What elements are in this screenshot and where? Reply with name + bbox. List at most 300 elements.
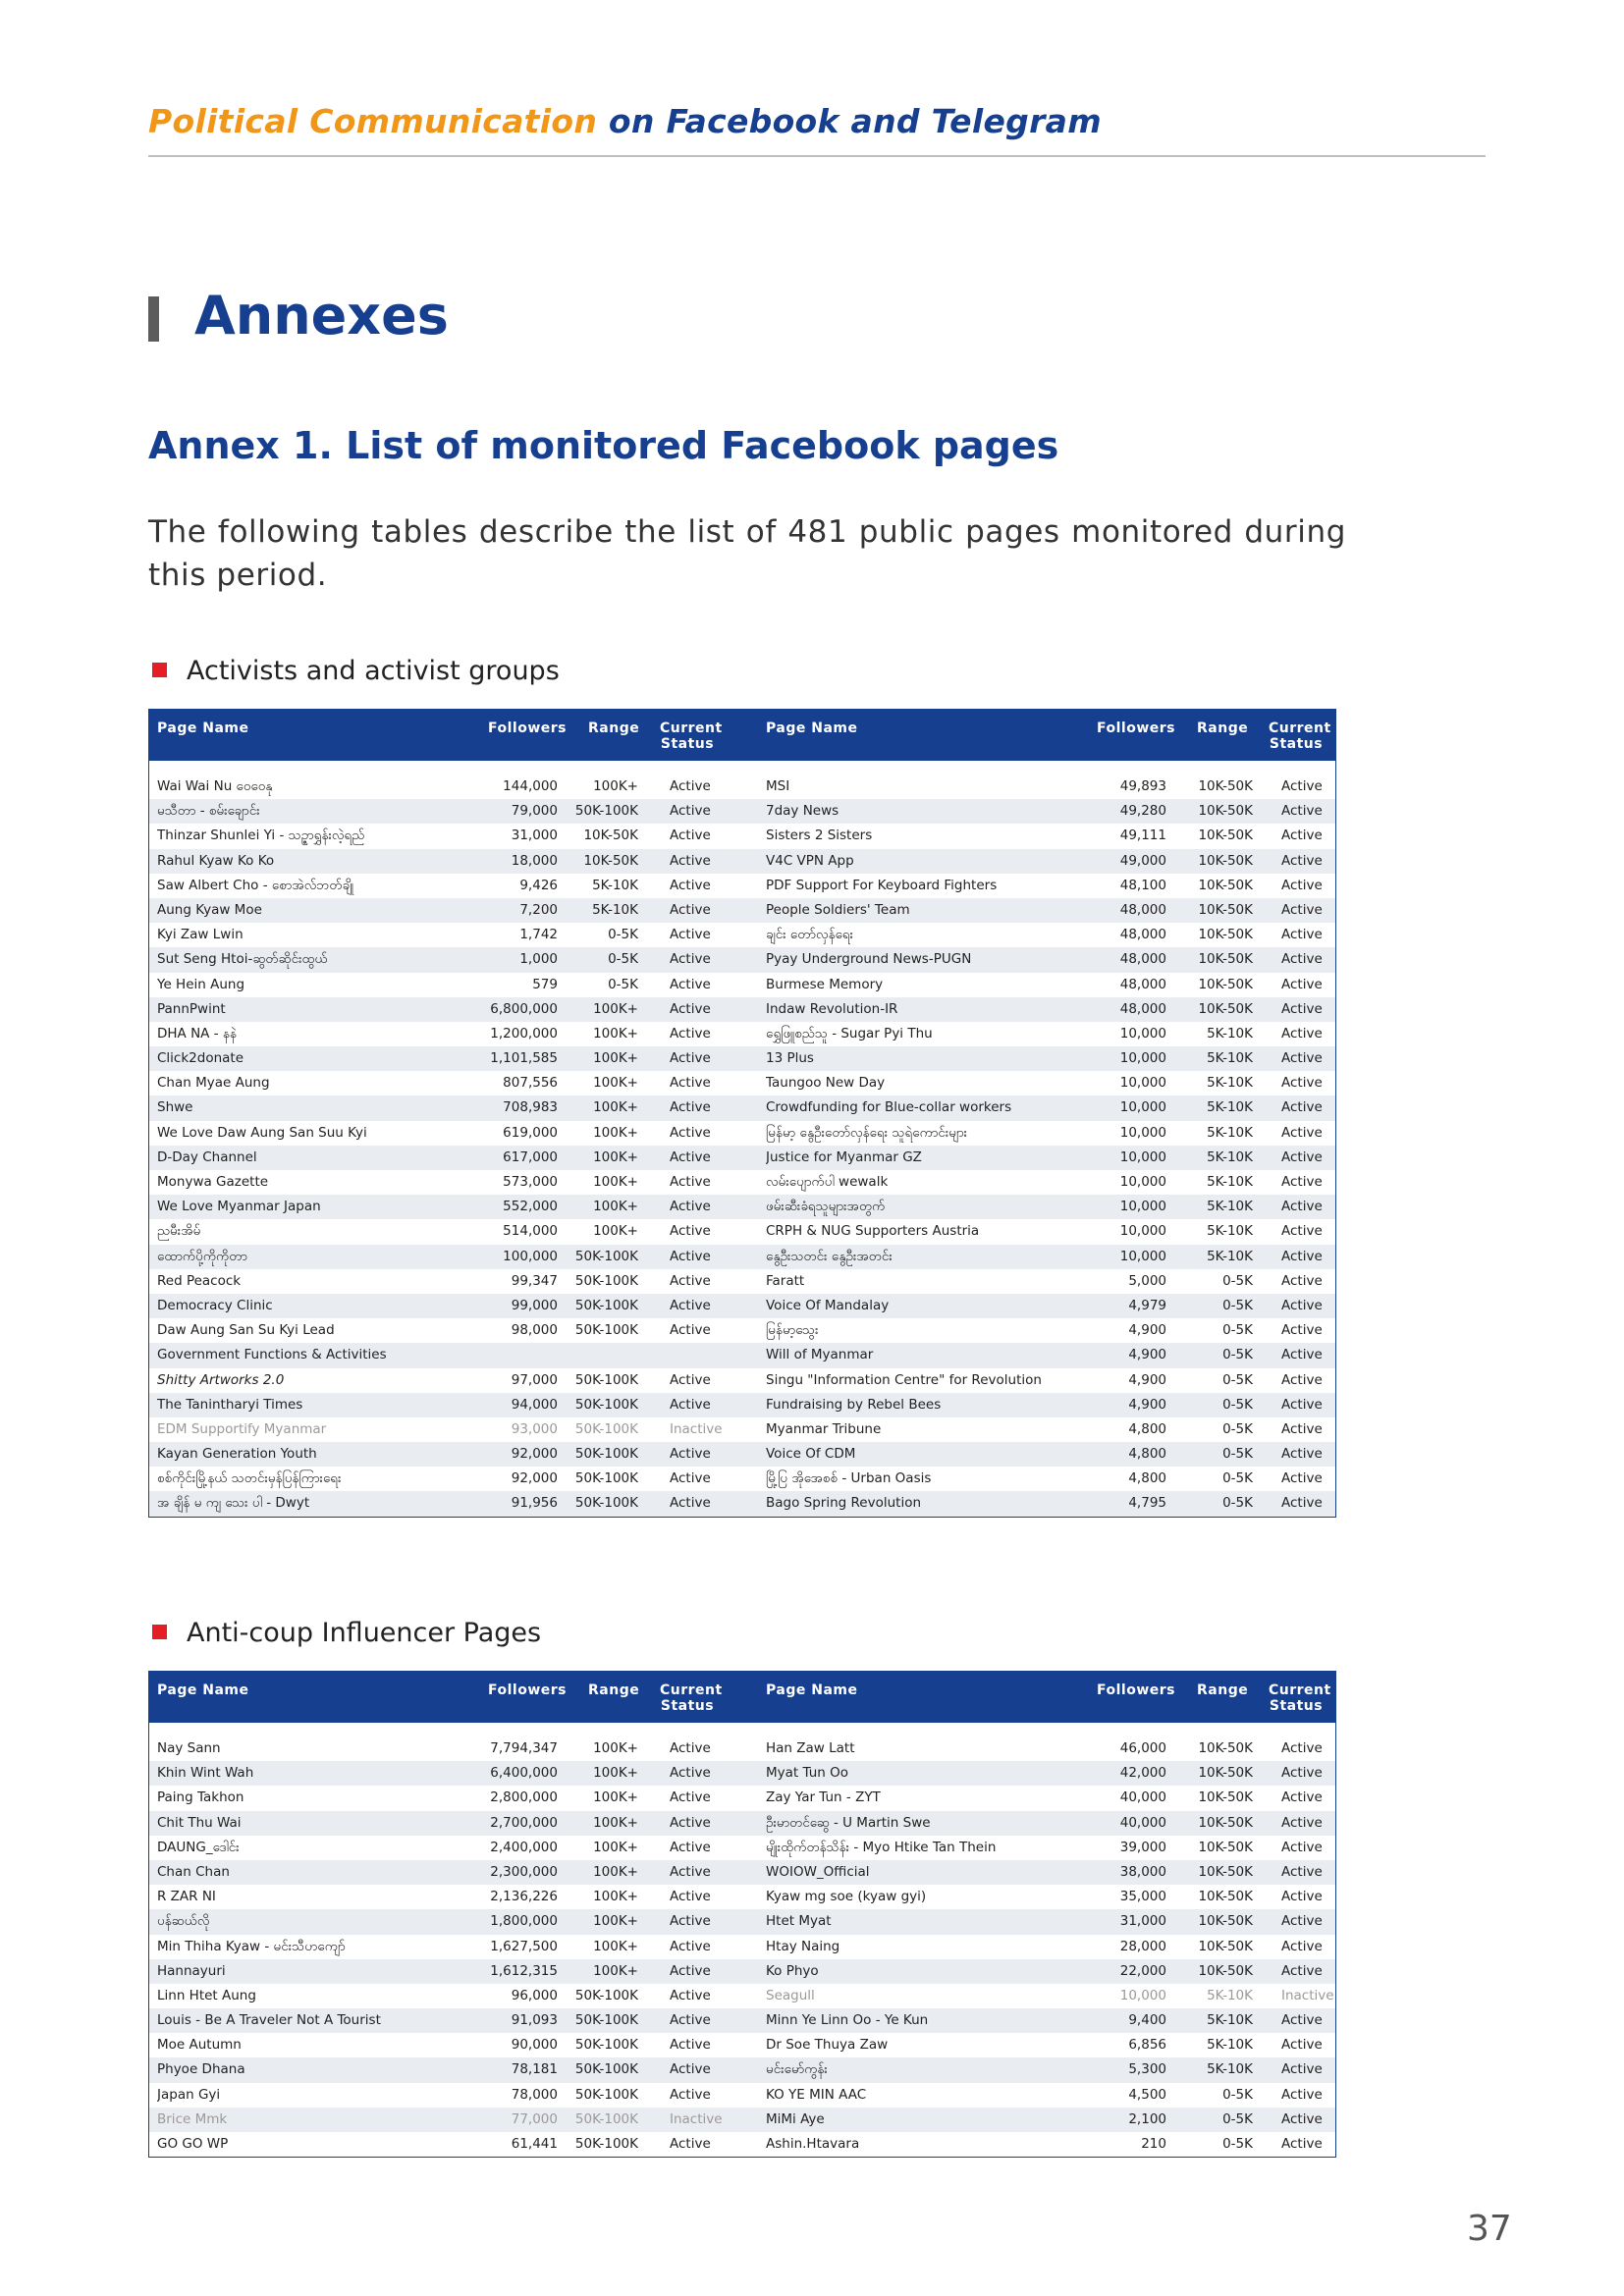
table-row <box>149 1046 1335 1071</box>
followers-cell: 807,556 <box>503 1075 558 1092</box>
range-cell: 100K+ <box>593 1962 638 1979</box>
status-cell: Active <box>1281 2110 1323 2127</box>
range-cell: 100K+ <box>593 1124 638 1141</box>
table-body <box>149 761 1335 1517</box>
followers-cell: 6,856 <box>1128 2037 1166 2054</box>
followers-cell: 2,700,000 <box>490 1814 558 1831</box>
page-name-cell: Kyi Zaw Lwin <box>157 927 244 943</box>
range-cell: 100K+ <box>593 1789 638 1806</box>
followers-cell: 2,800,000 <box>490 1789 558 1806</box>
range-cell: 50K-100K <box>574 2086 638 2103</box>
status-cell: Active <box>670 1446 711 1463</box>
status-cell: Active <box>1281 1789 1323 1806</box>
range-cell: 0-5K <box>1222 1347 1253 1363</box>
table-row <box>149 1343 1335 1367</box>
range-cell: 10K-50K <box>1198 1863 1253 1880</box>
table-row <box>149 1811 1335 1836</box>
page-name-cell: Shitty Artworks 2.0 <box>157 1371 285 1388</box>
followers-cell: 48,000 <box>1119 927 1166 943</box>
range-cell: 10K-50K <box>1198 1839 1253 1855</box>
table-row <box>149 1318 1335 1343</box>
followers-cell: 4,979 <box>1128 1297 1166 1313</box>
table-row <box>149 1095 1335 1120</box>
header-range: Range <box>588 721 640 736</box>
followers-cell: 48,000 <box>1119 951 1166 968</box>
range-cell: 5K-10K <box>1207 1099 1253 1116</box>
followers-cell: 1,627,500 <box>490 1938 558 1954</box>
followers-cell: 98,000 <box>511 1322 558 1339</box>
status-cell: Active <box>1281 1223 1323 1240</box>
page-name-cell: ဖမ်းဆီးခံရသူများအတွက် <box>766 1199 886 1215</box>
followers-cell: 2,100 <box>1128 2110 1166 2127</box>
range-cell: 50K-100K <box>574 1322 638 1339</box>
influencer-table <box>148 1671 1336 2158</box>
range-cell: 10K-50K <box>1198 1765 1253 1782</box>
table-row <box>149 1071 1335 1095</box>
range-cell: 100K+ <box>593 1025 638 1041</box>
page-name-cell: လမ်းပျောက်ပါ wewalk <box>766 1174 889 1190</box>
page-name-cell: PDF Support For Keyboard Fighters <box>766 877 998 893</box>
status-cell: Active <box>1281 976 1323 992</box>
table-row <box>149 774 1335 799</box>
page-name-cell: Rahul Kyaw Ko Ko <box>157 852 275 869</box>
table-row <box>149 898 1335 923</box>
status-cell: Active <box>670 1962 711 1979</box>
table-header-row <box>149 1672 1335 1723</box>
status-cell: Active <box>670 1223 711 1240</box>
table-row <box>149 2132 1335 2157</box>
followers-cell: 4,800 <box>1128 1420 1166 1437</box>
page-number: 37 <box>1467 2209 1512 2249</box>
status-cell: Active <box>670 2037 711 2054</box>
page-name-cell: Minn Ye Linn Oo - Ye Kun <box>766 2012 929 2029</box>
followers-cell: 9,426 <box>519 877 558 893</box>
table-row <box>149 1736 1335 1761</box>
table-row <box>149 1022 1335 1046</box>
bullet-square-icon <box>152 663 167 677</box>
followers-cell: 1,101,585 <box>490 1050 558 1067</box>
page-name-cell: D-Day Channel <box>157 1148 257 1165</box>
range-cell: 0-5K <box>608 951 638 968</box>
followers-cell: 61,441 <box>511 2136 558 2152</box>
table-row <box>149 1245 1335 1269</box>
page-name-cell: 13 Plus <box>766 1050 814 1067</box>
page-name-cell: EDM Supportify Myanmar <box>157 1420 327 1437</box>
header-status-line2: Status <box>1269 1698 1324 1714</box>
page-name-cell: PannPwint <box>157 1000 226 1017</box>
page-name-cell: Saw Albert Cho - စောအဲလ်ဘတ်ချို <box>157 877 354 893</box>
range-cell: 100K+ <box>593 1913 638 1930</box>
table-row <box>149 1146 1335 1170</box>
status-cell: Active <box>670 1396 711 1413</box>
header-status-line1: Current <box>1269 721 1331 736</box>
table-row <box>149 2057 1335 2082</box>
followers-cell: 78,181 <box>511 2061 558 2078</box>
range-cell: 100K+ <box>593 1938 638 1954</box>
table-heading-activists <box>152 656 560 686</box>
status-cell: Active <box>1281 877 1323 893</box>
followers-cell: 100,000 <box>503 1248 558 1264</box>
followers-cell: 7,794,347 <box>490 1740 558 1756</box>
status-cell: Active <box>670 976 711 992</box>
page-name-cell: Ashin.Htavara <box>766 2136 860 2152</box>
followers-cell: 18,000 <box>511 852 558 869</box>
status-cell: Active <box>1281 1889 1323 1905</box>
followers-cell: 92,000 <box>511 1446 558 1463</box>
range-cell: 5K-10K <box>1207 1248 1253 1264</box>
status-cell: Active <box>670 2061 711 2078</box>
status-cell: Active <box>1281 1248 1323 1264</box>
bullet-square-icon <box>152 1625 167 1639</box>
status-cell: Active <box>1281 778 1323 794</box>
page-name-cell: Chan Myae Aung <box>157 1075 270 1092</box>
table-row <box>149 2083 1335 2108</box>
status-cell: Active <box>670 951 711 968</box>
range-cell: 0-5K <box>1222 1322 1253 1339</box>
page-name-cell: Voice Of CDM <box>766 1446 856 1463</box>
followers-cell: 10,000 <box>1119 1148 1166 1165</box>
header-followers: Followers <box>1097 721 1175 736</box>
status-cell: Active <box>1281 1495 1323 1512</box>
range-cell: 0-5K <box>608 927 638 943</box>
range-cell: 10K-50K <box>1198 1814 1253 1831</box>
followers-cell: 93,000 <box>511 1420 558 1437</box>
range-cell: 50K-100K <box>574 1987 638 2003</box>
page-name-cell: Thinzar Shunlei Yi - သဉ္ဇာရွှန်းလဲ့ရည် <box>157 828 365 844</box>
status-cell: Active <box>1281 901 1323 918</box>
page-name-cell: DHA NA - နနဲ <box>157 1025 237 1041</box>
followers-cell: 96,000 <box>511 1987 558 2003</box>
page-name-cell: We Love Myanmar Japan <box>157 1199 321 1215</box>
page-name-cell: မျိုးထိုက်တန်သိန်း - Myo Htike Tan Thein <box>766 1839 997 1855</box>
status-cell: Active <box>1281 2061 1323 2078</box>
page-name-cell: Wai Wai Nu ဝေဝေနု <box>157 778 273 794</box>
status-cell: Active <box>1281 1913 1323 1930</box>
followers-cell: 35,000 <box>1119 1889 1166 1905</box>
status-cell: Active <box>670 1148 711 1165</box>
table-row <box>149 874 1335 898</box>
status-cell: Active <box>670 877 711 893</box>
page-name-cell: Seagull <box>766 1987 815 2003</box>
followers-cell: 10,000 <box>1119 1025 1166 1041</box>
status-cell: Active <box>670 1863 711 1880</box>
range-cell: 50K-100K <box>574 2136 638 2152</box>
table-row <box>149 1860 1335 1885</box>
status-cell: Active <box>1281 2086 1323 2103</box>
followers-cell: 2,400,000 <box>490 1839 558 1855</box>
range-cell: 10K-50K <box>1198 1889 1253 1905</box>
status-cell: Active <box>670 852 711 869</box>
range-cell: 10K-50K <box>1198 901 1253 918</box>
status-cell: Active <box>670 1889 711 1905</box>
followers-cell: 79,000 <box>511 803 558 820</box>
page-name-cell: Phyoe Dhana <box>157 2061 245 2078</box>
status-cell: Active <box>1281 1740 1323 1756</box>
range-cell: 50K-100K <box>574 1272 638 1289</box>
range-cell: 100K+ <box>593 1740 638 1756</box>
followers-cell: 4,800 <box>1128 1446 1166 1463</box>
page-name-cell: Crowdfunding for Blue-collar workers <box>766 1099 1012 1116</box>
range-cell: 0-5K <box>1222 1495 1253 1512</box>
status-cell: Active <box>1281 1050 1323 1067</box>
range-cell: 10K-50K <box>1198 976 1253 992</box>
followers-cell: 579 <box>532 976 558 992</box>
range-cell: 50K-100K <box>574 1420 638 1437</box>
status-cell: Active <box>1281 828 1323 844</box>
header-page-name: Page Name <box>157 721 249 736</box>
range-cell: 50K-100K <box>574 1470 638 1487</box>
page-name-cell: Click2donate <box>157 1050 244 1067</box>
status-cell: Active <box>670 1913 711 1930</box>
range-cell: 0-5K <box>1222 1396 1253 1413</box>
status-cell: Active <box>670 828 711 844</box>
range-cell: 0-5K <box>1222 1470 1253 1487</box>
status-cell: Active <box>1281 1839 1323 1855</box>
range-cell: 0-5K <box>1222 1446 1253 1463</box>
followers-cell: 48,100 <box>1119 877 1166 893</box>
page-name-cell: KO YE MIN AAC <box>766 2086 867 2103</box>
header-range: Range <box>588 1682 640 1698</box>
table-row <box>149 1909 1335 1934</box>
page-name-cell: Daw Aung San Su Kyi Lead <box>157 1322 335 1339</box>
followers-cell: 10,000 <box>1119 1223 1166 1240</box>
status-cell: Active <box>1281 1025 1323 1041</box>
table-row <box>149 2033 1335 2057</box>
followers-cell: 10,000 <box>1119 1987 1166 2003</box>
page-name-cell: Pyay Underground News-PUGN <box>766 951 972 968</box>
followers-cell: 10,000 <box>1119 1050 1166 1067</box>
status-cell: Active <box>1281 2037 1323 2054</box>
table-row <box>149 923 1335 947</box>
followers-cell: 97,000 <box>511 1371 558 1388</box>
followers-cell: 46,000 <box>1119 1740 1166 1756</box>
status-cell: Active <box>670 901 711 918</box>
followers-cell: 617,000 <box>503 1148 558 1165</box>
section-title: Annexes <box>194 285 449 347</box>
status-cell: Active <box>1281 1814 1323 1831</box>
range-cell: 5K-10K <box>592 877 638 893</box>
page-name-cell: Red Peacock <box>157 1272 242 1289</box>
status-cell: Active <box>1281 1371 1323 1388</box>
status-cell: Active <box>670 1938 711 1954</box>
header-current-status <box>660 721 723 752</box>
page-name-cell: Monywa Gazette <box>157 1174 269 1190</box>
range-cell: 100K+ <box>593 1839 638 1855</box>
range-cell: 5K-10K <box>1207 1223 1253 1240</box>
followers-cell: 2,300,000 <box>490 1863 558 1880</box>
followers-cell: 7,200 <box>519 901 558 918</box>
page-name-cell: Burmese Memory <box>766 976 884 992</box>
status-cell: Active <box>1281 1765 1323 1782</box>
page-name-cell: နွေဦးသတင်း နွေဦးအတင်း <box>766 1248 893 1264</box>
range-cell: 0-5K <box>1222 1420 1253 1437</box>
page-name-cell: ထောက်ပို့ကိုကိုတာ <box>157 1248 247 1264</box>
status-cell: Active <box>1281 1396 1323 1413</box>
page-name-cell: Chit Thu Wai <box>157 1814 242 1831</box>
range-cell: 100K+ <box>593 1889 638 1905</box>
status-cell: Active <box>670 927 711 943</box>
followers-cell: 10,000 <box>1119 1075 1166 1092</box>
followers-cell: 38,000 <box>1119 1863 1166 1880</box>
range-cell: 100K+ <box>593 1814 638 1831</box>
status-cell: Active <box>1281 1322 1323 1339</box>
page-name-cell: Paing Takhon <box>157 1789 244 1806</box>
range-cell: 5K-10K <box>592 901 638 918</box>
table-row <box>149 1786 1335 1810</box>
range-cell: 50K-100K <box>574 2110 638 2127</box>
page-name-cell: We Love Daw Aung San Suu Kyi <box>157 1124 367 1141</box>
page-name-cell: Sisters 2 Sisters <box>766 828 873 844</box>
table-heading-text: Anti-coup Influencer Pages <box>187 1618 542 1648</box>
followers-cell: 619,000 <box>503 1124 558 1141</box>
status-cell: Active <box>1281 1075 1323 1092</box>
page-name-cell: Hannayuri <box>157 1962 226 1979</box>
followers-cell: 4,900 <box>1128 1347 1166 1363</box>
range-cell: 5K-10K <box>1207 1050 1253 1067</box>
page-name-cell: Justice for Myanmar GZ <box>766 1148 922 1165</box>
range-cell: 50K-100K <box>574 1371 638 1388</box>
status-cell: Active <box>1281 1962 1323 1979</box>
page-name-cell: Brice Mmk <box>157 2110 228 2127</box>
range-cell: 5K-10K <box>1207 1174 1253 1190</box>
section-marker <box>148 296 159 342</box>
followers-cell: 40,000 <box>1119 1789 1166 1806</box>
status-cell: Active <box>670 2086 711 2103</box>
range-cell: 10K-50K <box>1198 1913 1253 1930</box>
followers-cell: 42,000 <box>1119 1765 1166 1782</box>
status-cell: Active <box>1281 951 1323 968</box>
followers-cell: 4,795 <box>1128 1495 1166 1512</box>
status-cell: Active <box>1281 1347 1323 1363</box>
range-cell: 50K-100K <box>574 2012 638 2029</box>
status-cell: Active <box>670 1099 711 1116</box>
table-row <box>149 1761 1335 1786</box>
page-name-cell: မသီတာ - စမ်းချောင်း <box>157 803 260 820</box>
range-cell: 50K-100K <box>574 1297 638 1313</box>
table-row <box>149 2008 1335 2033</box>
page-name-cell: Zay Yar Tun - ZYT <box>766 1789 881 1806</box>
range-cell: 5K-10K <box>1207 1987 1253 2003</box>
followers-cell: 91,093 <box>511 2012 558 2029</box>
followers-cell: 49,000 <box>1119 852 1166 869</box>
followers-cell: 5,000 <box>1128 1272 1166 1289</box>
range-cell: 5K-10K <box>1207 1025 1253 1041</box>
followers-cell: 22,000 <box>1119 1962 1166 1979</box>
page-name-cell: Htet Myat <box>766 1913 832 1930</box>
followers-cell: 92,000 <box>511 1470 558 1487</box>
followers-cell: 1,000 <box>519 951 558 968</box>
table-row <box>149 1959 1335 1984</box>
running-header <box>148 102 1102 140</box>
table-row <box>149 1467 1335 1491</box>
range-cell: 10K-50K <box>1198 1962 1253 1979</box>
table-row <box>149 1935 1335 1959</box>
page-name-cell: မင်းမော်ကွန်း <box>766 2061 828 2078</box>
followers-cell: 1,612,315 <box>490 1962 558 1979</box>
range-cell: 50K-100K <box>574 1495 638 1512</box>
table-body <box>149 1723 1335 2157</box>
followers-cell: 94,000 <box>511 1396 558 1413</box>
status-cell: Active <box>670 1199 711 1215</box>
page-name-cell: Linn Htet Aung <box>157 1987 256 2003</box>
status-cell: Active <box>1281 1470 1323 1487</box>
range-cell: 0-5K <box>1222 2136 1253 2152</box>
range-cell: 100K+ <box>593 1199 638 1215</box>
table-row <box>149 947 1335 972</box>
followers-cell: 48,000 <box>1119 1000 1166 1017</box>
followers-cell: 10,000 <box>1119 1124 1166 1141</box>
range-cell: 10K-50K <box>583 852 638 869</box>
followers-cell: 2,136,226 <box>490 1889 558 1905</box>
page-name-cell: Moe Autumn <box>157 2037 242 2054</box>
status-cell: Active <box>670 1124 711 1141</box>
header-status-line2: Status <box>660 736 715 752</box>
range-cell: 10K-50K <box>1198 951 1253 968</box>
followers-cell: 552,000 <box>503 1199 558 1215</box>
header-divider <box>148 155 1486 157</box>
range-cell: 10K-50K <box>1198 1938 1253 1954</box>
table-header-row <box>149 710 1335 761</box>
table-row <box>149 1984 1335 2008</box>
page-name-cell: မြန်မာ့သွေး <box>766 1322 819 1339</box>
range-cell: 50K-100K <box>574 1446 638 1463</box>
followers-cell: 91,956 <box>511 1495 558 1512</box>
status-cell: Active <box>1281 1124 1323 1141</box>
page-name-cell: Sut Seng Htoi-ဆွတ်ဆိုင်းထွယ် <box>157 951 328 968</box>
range-cell: 50K-100K <box>574 803 638 820</box>
followers-cell: 4,900 <box>1128 1322 1166 1339</box>
table-heading-influencers <box>152 1618 541 1648</box>
page-name-cell: Government Functions & Activities <box>157 1347 387 1363</box>
page-name-cell: မြန်မာ့ နွေဦးတော်လှန်ရေး သူရဲကောင်းများ <box>766 1124 968 1141</box>
status-cell: Active <box>670 1789 711 1806</box>
range-cell: 10K-50K <box>1198 877 1253 893</box>
table-row <box>149 973 1335 997</box>
status-cell: Active <box>1281 1420 1323 1437</box>
followers-cell: 4,900 <box>1128 1396 1166 1413</box>
range-cell: 100K+ <box>593 1075 638 1092</box>
table-row <box>149 1442 1335 1467</box>
range-cell: 100K+ <box>593 1148 638 1165</box>
status-cell: Active <box>1281 803 1323 820</box>
status-cell: Active <box>670 1248 711 1264</box>
header-range: Range <box>1197 721 1249 736</box>
page-name-cell: GO GO WP <box>157 2136 229 2152</box>
table-row <box>149 1170 1335 1195</box>
header-highlight: Political Communication <box>148 102 598 140</box>
page-name-cell: 7day News <box>766 803 839 820</box>
page-name-cell: Will of Myanmar <box>766 1347 874 1363</box>
header-followers: Followers <box>488 1682 567 1698</box>
followers-cell: 31,000 <box>1119 1913 1166 1930</box>
activists-table <box>148 709 1336 1518</box>
header-page-name: Page Name <box>157 1682 249 1698</box>
page-name-cell: Indaw Revolution-IR <box>766 1000 898 1017</box>
status-cell: Active <box>670 1814 711 1831</box>
followers-cell: 9,400 <box>1128 2012 1166 2029</box>
status-cell: Active <box>1281 1199 1323 1215</box>
header-followers: Followers <box>1097 1682 1175 1698</box>
status-cell: Inactive <box>1281 1987 1334 2003</box>
range-cell: 100K+ <box>593 1050 638 1067</box>
header-status-line2: Status <box>660 1698 715 1714</box>
status-cell: Active <box>670 1740 711 1756</box>
page-name-cell: Democracy Clinic <box>157 1297 273 1313</box>
header-current-status <box>660 1682 723 1714</box>
status-cell: Active <box>1281 1099 1323 1116</box>
range-cell: 100K+ <box>593 778 638 794</box>
page-name-cell: ဦးမာတင်ဆွေ - U Martin Swe <box>766 1814 931 1831</box>
